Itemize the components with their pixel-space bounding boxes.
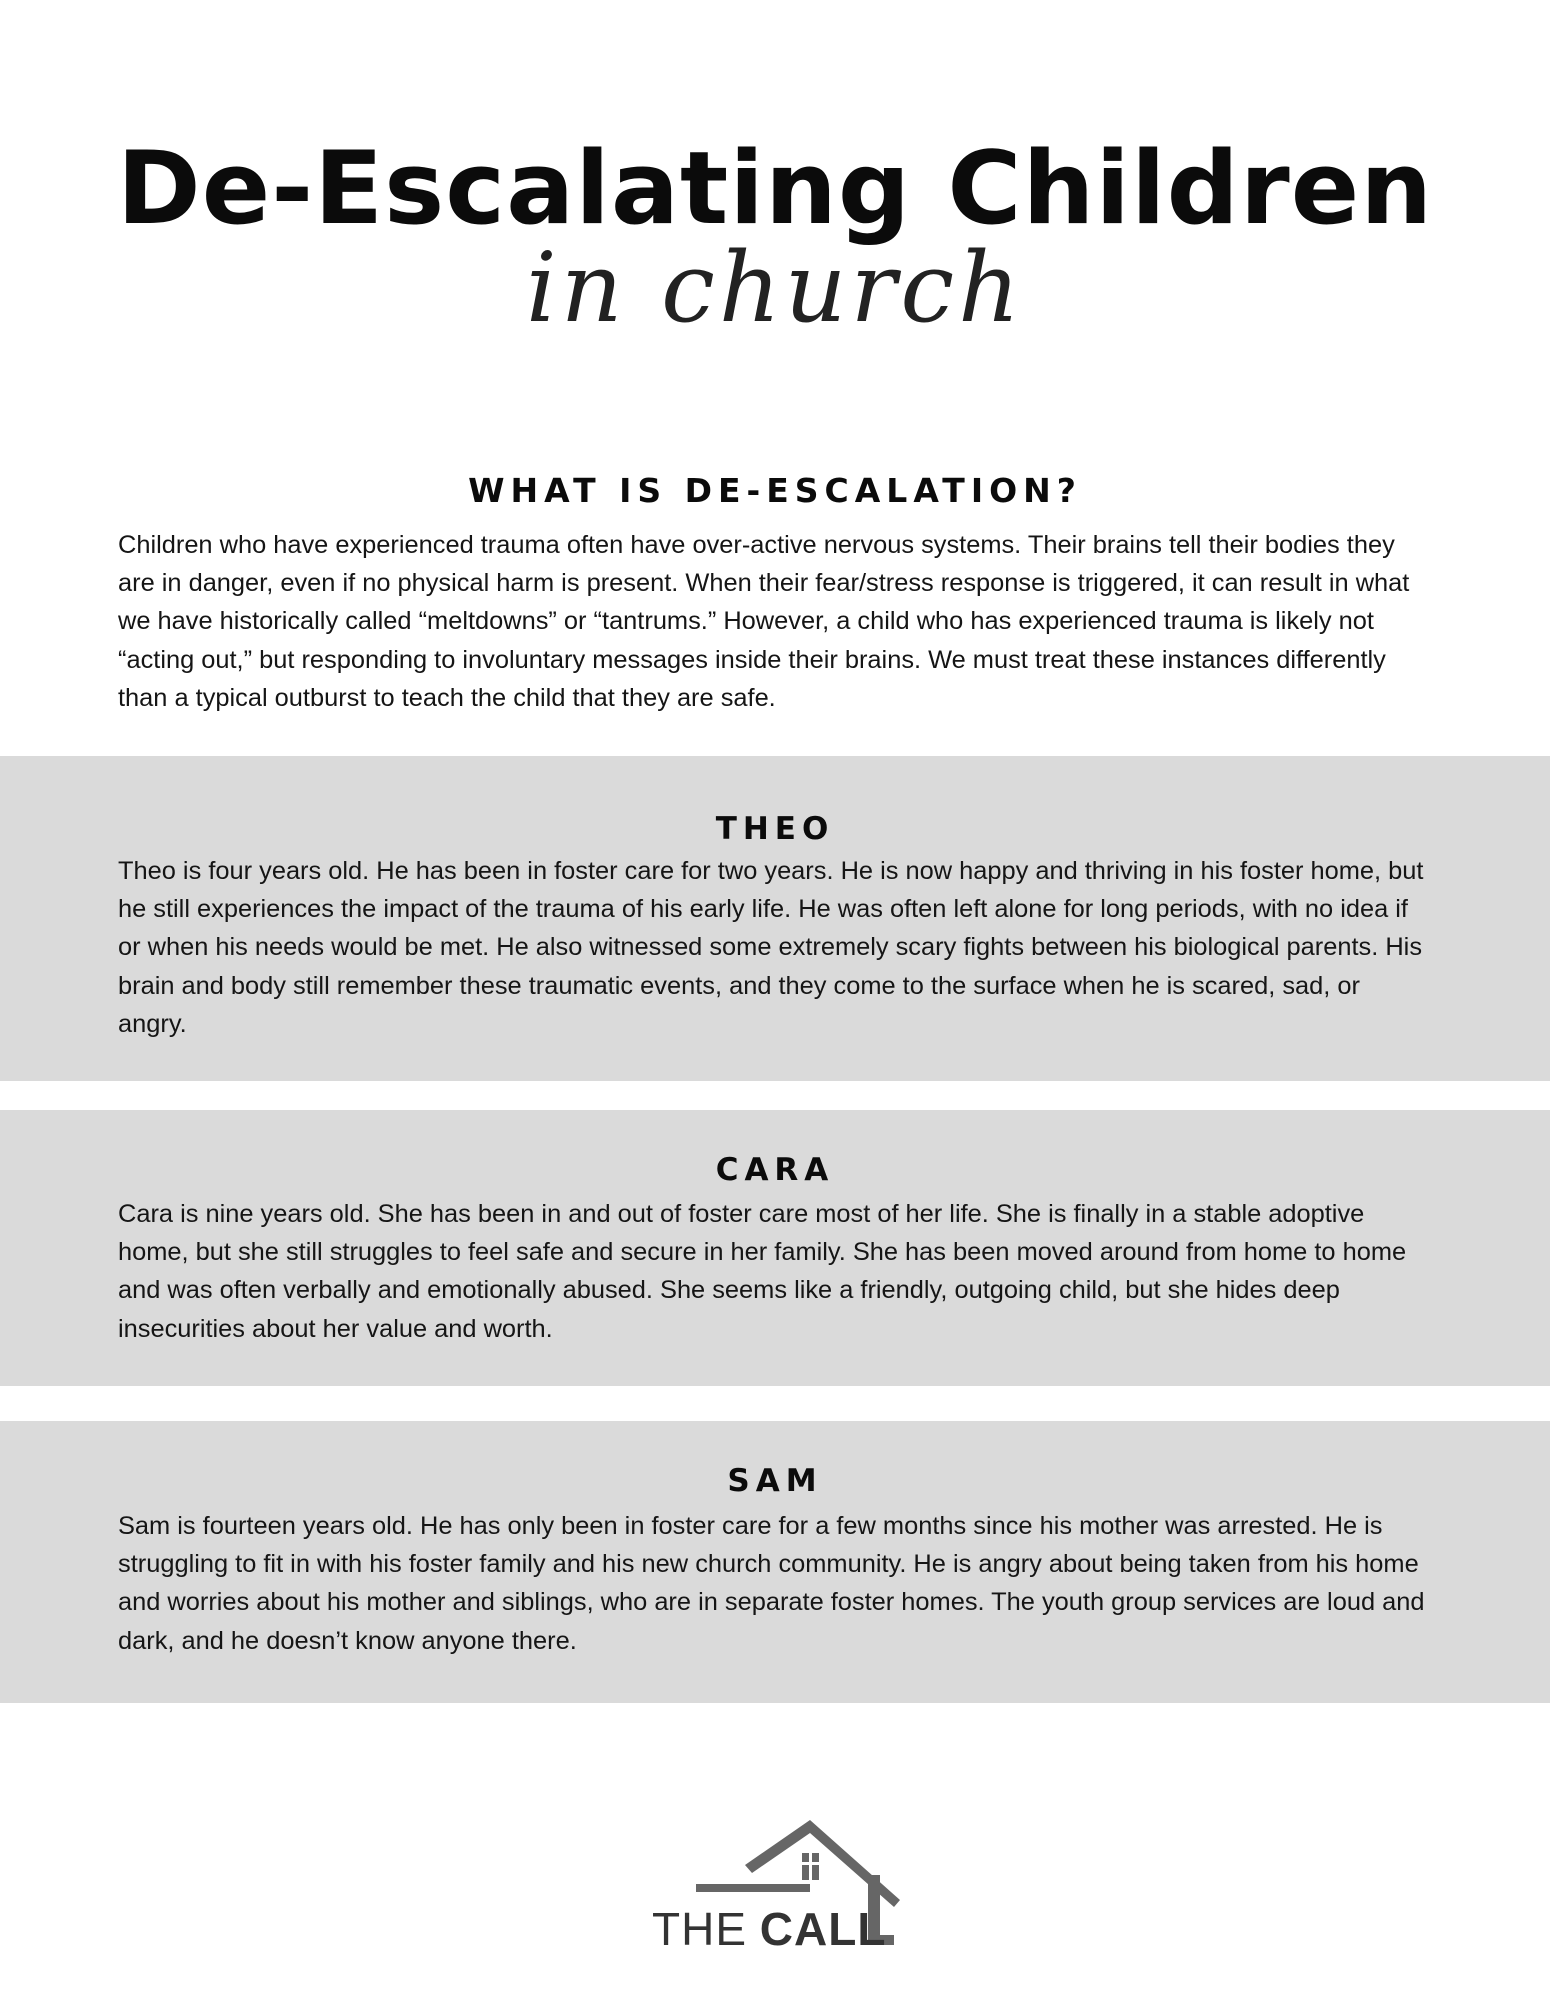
the-call-logo <box>640 1815 910 1955</box>
logo-wordmark <box>652 1903 887 1955</box>
page-title: De-Escalating Children <box>116 129 1434 247</box>
case-heading-cara: CARA <box>715 1152 835 1188</box>
intro-heading: WHAT IS DE-ESCALATION? <box>468 471 1082 510</box>
intro-paragraph: Children who have experienced trauma often have over-active nervous systems. Their brains tell their bodies they are in danger, even if no physical harm is present. When their fear/stress response is triggered, it can result in what we have historically called “meltdowns” or “tantrums.” However, a child who has experienced trauma is likely not “acting out,” but responding to involuntary messages inside their brains. We must treat these instances differently than a typical outburst to teach the child that they are safe. <box>118 531 1410 712</box>
logo-word-the: THE <box>652 1903 747 1955</box>
case-paragraph-sam: Sam is fourteen years old. He has only been in foster care for a few months since his mother was arrested. He is struggling to fit in with his foster family and his new church community. He is angry about being taken from his home and worries about his mother and siblings, who are in separate foster homes. The youth group services are loud and dark, and he doesn’t know anyone there. <box>118 1512 1425 1655</box>
case-paragraph-theo: Theo is four years old. He has been in foster care for two years. He is now happy and thriving in his foster home, but he still experiences the impact of the trauma of his early life. He was often left alone for long periods, with no idea if or when his needs would be met. He also witnessed some extremely scary fights between his biological parents. His brain and body still remember these traumatic events, and they come to the surface when he is scared, sad, or angry. <box>118 857 1424 1038</box>
case-paragraph-cara: Cara is nine years old. She has been in and out of foster care most of her life. She is finally in a stable adoptive home, but she still struggles to feel safe and secure in her family. She has been moved around from home to home and was often verbally and emotionally abused. She seems like a friendly, outgoing child, but she hides deep insecurities about her value and worth. <box>118 1200 1407 1343</box>
case-panel-theo <box>0 756 1550 1081</box>
case-panel-cara <box>0 1110 1550 1386</box>
case-heading-sam: SAM <box>727 1463 823 1499</box>
page-subtitle: in church <box>526 232 1024 344</box>
case-heading-theo: THEO <box>715 811 835 847</box>
case-panel-sam <box>0 1421 1550 1703</box>
logo-word-call: CALL <box>759 1903 887 1955</box>
